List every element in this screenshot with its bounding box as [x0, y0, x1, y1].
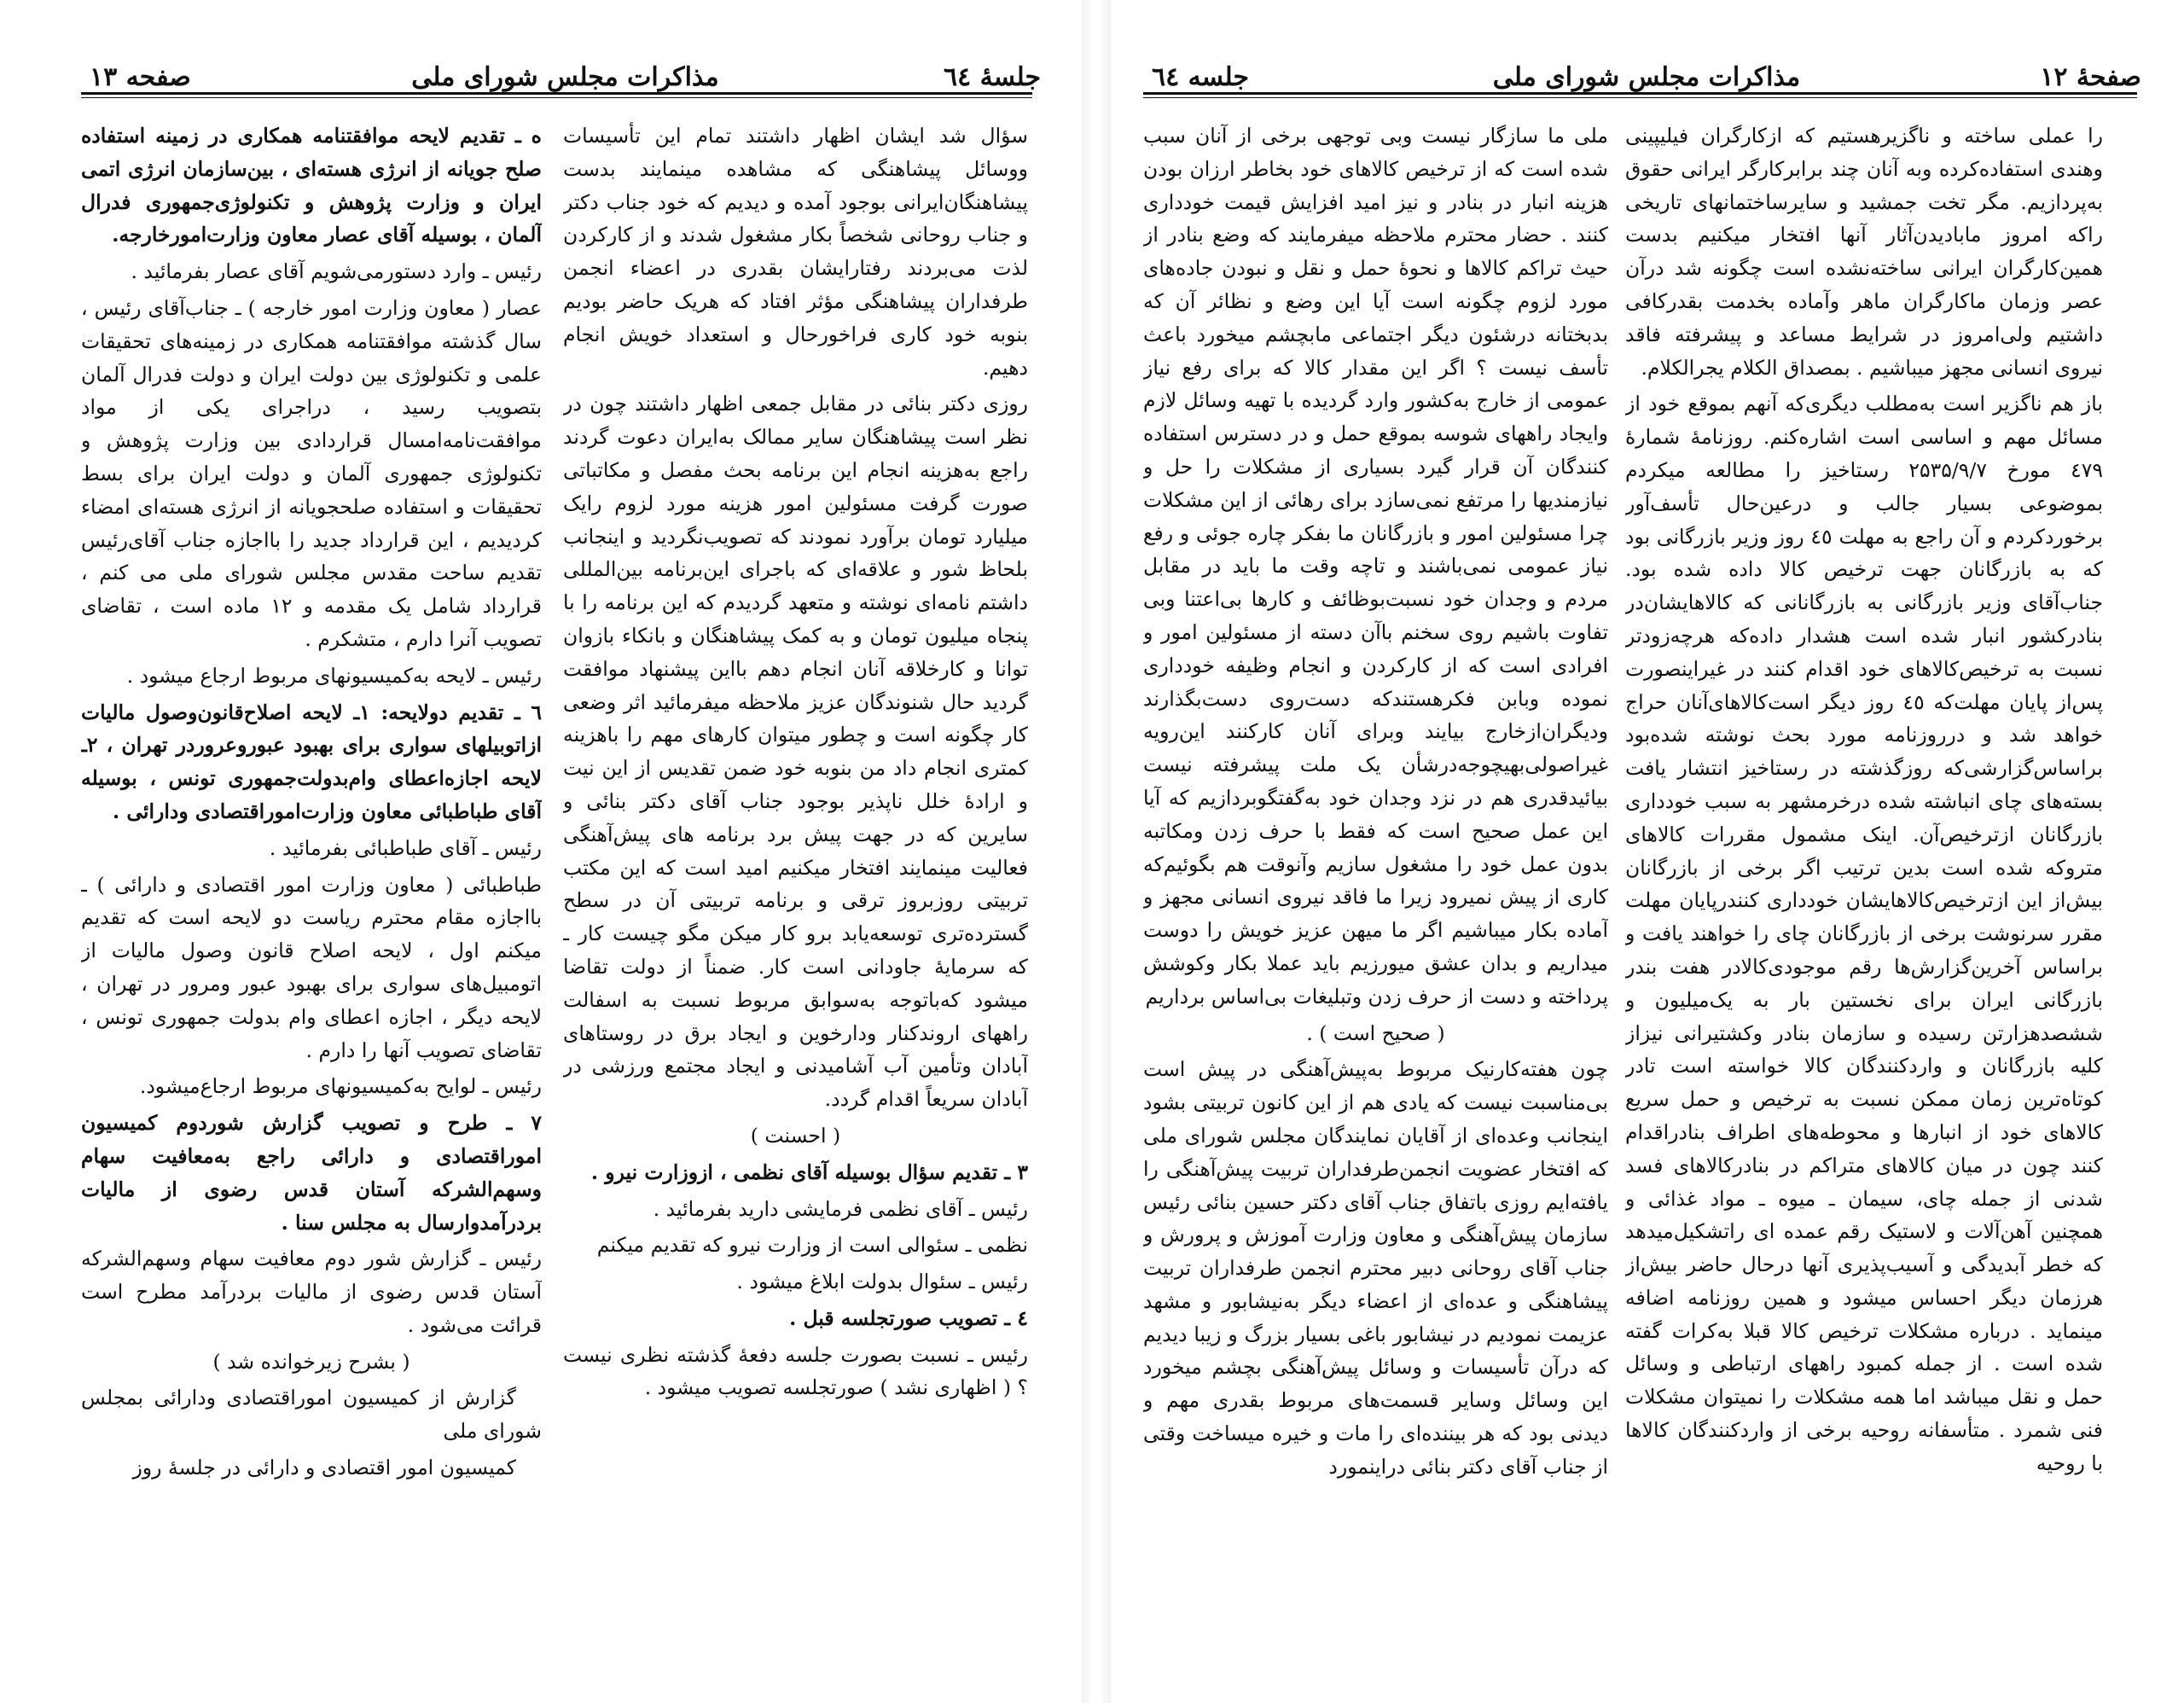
- page-number: صفحهٔ ۱۲: [2040, 62, 2141, 92]
- paragraph: نظمی ـ سئوالی است از وزارت نیرو که تقدیم میکنم: [596, 1233, 1028, 1258]
- paragraph: سؤال شد ایشان اظهار داشتند تمام این تأسیسات ووسائل پیشاهنگی که مشاهده مینمایند بدست پیشاهنگان‌ایرانی بوجود آمده و دیدیم که خود جناب دکتر و جناب روحانی شخصاً بکار مشغول شدند و از کارکردن لذت می‌بردند رفتارایشان بقدری در اعضاء انجمن طرفداران پیشاهنگی مؤثر افتاد که هریک حاضر بودیم بنوبه خود کاری فراخورحال و استعداد خویش انجام دهیم.: [563, 124, 1028, 380]
- paragraph: روزی دکتر بنائی در مقابل جمعی اظهار داشتند چون در نظر است پیشاهنگان سایر ممالک به‌ایران دعوت گردند راجع به‌هزینه انجام این برنامه بحث مفصل و مکاتباتی صورت گرفت مسئولین امور هزینه مورد لزوم رایک میلیارد تومان برآورد نمودند که تصویب‌نگردید و اینجانب بلحاظ شور و علاقه‌ای که باجرای این‌برنامه بین‌المللی داشتم نامه‌ای نوشته و متعهد گردیدم که این برنامه را با پنجاه میلیون تومان و به کمک پیشاهنگان و بانکاء بازوان توانا و کارخلاقه آنان انجام دهم بااین پیشنهاد موافقت گردید حال شنوندگان عزیز ملاحظه میفرمائید اثر وضعی کار چگونه است و چطور میتوان کارهای مهم را باهزینه کمتری انجام داد من بنوبه خود ضمن تقدیس از این نیت و ارادهٔ خلل ناپذیر بوجود جناب آقای دکتر بنائی و سایرین که در جهت پیش برد برنامه های پیش‌آهنگی فعالیت مینمایند افتخار میکنیم امید است که این مکتب تربیتی روزبروز ترقی و برنامه تربیتی آن در سطح گسترده‌تری توسعه‌یابد برو کار میکن مگو چیست کار ـ که سرمایهٔ جاودانی است کار. ضمناً از دولت تقاضا میشود که‌باتوجه به‌سوابق مربوط نسبت به اسفالت راههای اروندکنار ودارخوین و ایجاد برق در روستاهای آبادان وتأمین آب آشامیدنی و ایجاد مجتمع ورزشی در آبادان سریعاً اقدام گردد.: [563, 392, 1028, 1112]
- page-header: [81, 49, 1049, 92]
- paragraph: رئیس ـ سئوال بدولت ابلاغ میشود .: [736, 1270, 1028, 1294]
- paragraph: رئیس ـ لوایح به‌کمیسیونهای مربوط ارجاع‌میشود.: [139, 1074, 542, 1099]
- paragraph: رئیس ـ گزارش شور دوم معافیت سهام وسهم‌الشرکه آستان قدس رضوی از مالیات بردرآمد مطرح است قرائت می‌شود .: [81, 1247, 542, 1337]
- paragraph: رئیس ـ آقای طباطبائی بفرمائید .: [269, 835, 542, 860]
- paragraph: باز هم ناگزیر است به‌مطلب دیگری‌که آنهم بموقع خود از مسائل مهم و اساسی است اشاره‌کنم. روزنامهٔ شمارهٔ ٤٧۹ مورخ ۲۵۳۵/۹/۷ رستاخیز را مطالعه میکردم بموضوعی بسیار جالب و درعین‌حال تأسف‌آور برخورد‌کردم و آن راجع به مهلت ٤٥ روز وزیر بازرگانی بود که به بازرگانان جهت ترخیص کالا داده شده بود. جناب‌آقای وزیر بازرگانی به بازرگانانی که کالاهایشان‌در بنادرکشور انبار شده است هشدار داده‌که هرچه‌زودتر نسبت به ترخیص‌کالاهای خود اقدام کنند در غیراینصورت پس‌از پایان مهلت‌که ٤٥ روز دیگر است‌کالاهای‌آنان حراج خواهد شد و درروزنامه مورد بحث نوشته شده‌بود براساس‌گزارشی‌که روزگذشته در رستاخیز انتشار یافت بسته‌های چای انباشته شده درخرمشهر به سبب خودداری بازرگانان ازترخیص‌آن. اینک مشمول مقررات کالاهای متروکه شده است بدین ترتیب اگر برخی از بازرگانان بیش‌از این ازترخیص‌کالاهایشان خودداری کنندرپایان مهلت مقرر سرنوشت برخی از بازرگانان چای را خواهند یافت و براساس آخرین‌گزارش‌ها رقم موجودی‌کالادر هفت بندر بازرگانی ایران برای نخستین بار به یک‌میلیون و ششصدهزارتن رسیده و سازمان بنادر وکشتیرانی نیزاز کلیه بازرگانان و واردکنندگان کالا خواسته است تادر کوتاه‌ترین زمان ممکن نسبت به ترخیص و حمل سریع کالاهای خود از انبارها و محوطه‌های اطراف بنادراقدام کنند چون در میان کالاهای متراکم در بنادرکالاهای فسد شدنی از جمله چای، سیمان ـ میوه ـ مواد غذائی و همچنین آهن‌آلات و لاستیک رقم عمده ای راتشکیل‌میدهد که خطر آبدیدگی و آسیب‌پذیری آنها درحال حاضر بیش‌از هرزمان دیگر احساس میشود و همین روزنامه اضافه مینماید . درباره مشکلات ترخیص کالا قبلا به‌کرات گفته شده است . از جمله کمبود راههای ارتباطی و وسائل حمل و نقل میباشد اما همه مشکلات را نمیتوان مشکلات فنی شمرد . متأسفانه روحیه برخی از واردکنندگان کالاها با روحیه: [1625, 392, 2103, 1475]
- page-number: صفحه ۱۳: [90, 62, 191, 92]
- page-title: مذاکرات مجلس شورای ملی: [411, 62, 719, 92]
- section-heading: ۷ ـ طرح و تصویب گزارش شوردوم کمیسیون اموراقتصادی و دارائی راجع به‌معافیت سهام وسهم‌الشرکه آستان قدس رضوی از مالیات بردرآمدوارسال به مجلس سنا .: [81, 1111, 542, 1235]
- session-label: جلسهٔ ٦٤: [943, 62, 1041, 92]
- header-rule: [81, 92, 1032, 98]
- paragraph: طباطبائی ( معاون وزارت امور اقتصادی و دارائی ) ـ بااجازه مقام محترم ریاست دو لایحه است که تقدیم میکنم اول ، لایحه اصلاح قانون وصول مالیات از اتومبیل‌های سواری برای بهبود عبور ومرور در تهران ، لایحه دیگر ، اجازه اعطای وام بدولت جمهوری تونس ، تقاضای تصویب آنها را دارم .: [81, 872, 542, 1062]
- section-heading: ۳ ـ تقدیم سؤال بوسیله آقای نظمی ، ازوزارت نیرو .: [590, 1160, 1028, 1184]
- paragraph: رئیس ـ وارد دستورمی‌شویم آقای عصار بفرمائید .: [131, 259, 542, 284]
- text-column-right: [563, 119, 1028, 1672]
- section-heading: ٤ ـ تصویب صورتجلسه قبل .: [789, 1305, 1028, 1330]
- paragraph: رئیس ـ لایحه به‌کمیسیونهای مربوط ارجاع میشود .: [126, 663, 542, 688]
- remark-line: ( صحیح است ) .: [1306, 1020, 1445, 1045]
- session-label: جلسه ٦٤: [1152, 62, 1250, 92]
- book-gutter: [1082, 0, 1111, 1703]
- page-title: مذاکرات مجلس شورای ملی: [1492, 62, 1801, 92]
- page-12: [1109, 0, 2184, 1703]
- section-heading: ٦ ـ تقدیم دولایحه: ۱ـ لایحه اصلاح‌قانون‌وصول مالیات ازاتوبیلهای سواری برای بهبود عبوروعروردر تهران ، ۲ـ لایحه اجازه‌اعطای وام‌بدولت‌جمهوری تونس ، بوسیله آقای طباطبائی معاون وزارت‌اموراقتصادی ودارائی .: [81, 700, 542, 823]
- text-column-right: [1625, 119, 2103, 1672]
- page-13: [0, 0, 1083, 1703]
- text-column-left: [81, 119, 542, 1672]
- paragraph: گزارش از کمیسیون اموراقتصادی ودارائی بمجلس شورای ملی: [81, 1386, 542, 1444]
- paragraph: رئیس ـ آقای نظمی فرمایشی دارید بفرمائید .: [653, 1196, 1028, 1221]
- paragraph: رئیس ـ نسبت بصورت جلسه دفعهٔ گذشته نظری نیست ؟ ( اظهاری نشد ) صورتجلسه تصویب میشود .: [563, 1342, 1028, 1400]
- remark-line: ( بشرح زیرخوانده شد ): [212, 1349, 410, 1374]
- header-rule: [1143, 92, 2137, 98]
- text-column-left: [1143, 119, 1608, 1672]
- remark-line: ( احسنت ): [750, 1123, 841, 1148]
- section-heading: ه ـ تقدیم لایحه موافقتنامه همکاری در زمینه استفاده صلح جویانه از انرژی هسته‌ای ، بین‌سازمان انرژی اتمی ایران و وزارت پژوهش و تکنولوژی‌جمهوری فدرال آلمان ، بوسیله آقای عصار معاون وزارت‌امورخارجه.: [81, 124, 542, 247]
- paragraph: عصار ( معاون وزارت امور خارجه ) ـ جناب‌آقای رئیس ، سال گذشته موافقتنامه همکاری در زمینه‌های تحقیقات علمی و تکنولوژی بین دولت ایران و دولت فدرال آلمان بتصویب رسید ، دراجرای یکی از مواد موافقت‌نامه‌امسال قراردادی بین وزارت پژوهش و تکنولوژی جمهوری آلمان و دولت ایران برای بسط تحقیقات و استفاده صلحجویانه از انرژی هسته‌ای امضاء کردیدیم ، این قرارداد جدید را بااجازه جناب آقای‌رئیس تقدیم ساحت مقدس مجلس شورای ملی می کنم ، قرارداد شامل یک مقدمه و ۱۲ ماده است ، تقاضای تصویب آنرا دارم ، متشکرم .: [81, 295, 542, 651]
- paragraph: ملی ما سازگار نیست وبی توجهی برخی از آنان سبب شده است که از ترخیص کالاهای خود بخاطر ارزان بودن هزینه انبار در بنادر و نیز امید افزایش قیمت خودداری کنند . حضار محترم ملاحظه میفرمایند که وضع بنادر از حیث تراکم کالاها و نحوهٔ حمل و نقل و نبودن جاده‌های مورد لزوم چگونه است آیا این وضع و نظائر آن که بدبختانه درشئون دیگر اجتماعی مابچشم میخورد باعث تأسف نیست ؟ اگر این مقدار کالا که برای رفع نیاز عمومی از خارج به‌کشور وارد گردیده با تهیه وسائل لازم وایجاد راههای شوسه بموقع حمل و در دسترس استفاده کنندگان آن قرار گیرد بسیاری از مشکلات را حل و نیازمندیها را مرتفع نمی‌سازد برای رهائی از این مشکلات چرا مسئولین امور و بازرگانان ما بفکر چاره جوئی و رفع نیاز عمومی نمی‌باشند و تاچه وقت ما باید در مقابل مردم و وجدان خود نسبت‌بوظائف و کارها بی‌اعتنا وبی تفاوت باشیم روی سخنم باآن دسته از مسئولین امور و افرادی است که از کارکردن و انجام وظیفه خودداری نموده وبابن فکرهستندکه دست‌روی دست‌بگذارند ودیگران‌ازخارج بیایند وبرای آنان کارکنند این‌رویه غیراصولی‌بهیچوجه‌درشأن یک ملت پیشرفته نیست بیائیدقدری هم در نزد وجدان خود به‌گفتگوبردازیم که آیا این عمل صحیح است که فقط با حرف زدن ومکاتبه بدون عمل خود را مشغول سازیم وآنوقت هم بگوئیم‌که کاری از پیش نمیرود زیرا ما فاقد نیروی انسانی مجهز و آماده بکار میباشیم اگر ما میهن عزیز خویش را دوست میداریم و بدان عشق میورزیم باید عملا بکار وکوشش پرداخته و دست از حرف زدن وتبلیغات بی‌اساس برداریم: [1143, 124, 1608, 1008]
- paragraph: را عملی ساخته و ناگزیرهستیم که ازکارگران فیلیپینی وهندی استفاده‌کرده وبه آنان چند برابرکارگر ایرانی حقوق به‌پردازیم. مگر تخت جمشید و سایرساختمانهای تاریخی راکه امروز مابادیدن‌آثار آنها افتخار میکنیم بدست همین‌کارگران ایرانی ساخته‌نشده است چگونه شد درآن عصر وزمان ماکارگران ماهر وآماده بخدمت بقدرکافی داشتیم ولی‌امروز در شرایط مساعد و پیشرفته فاقد نیروی انسانی مجهز میباشیم . بمصداق الکلام یجرالکلام.: [1625, 124, 2103, 380]
- page-header: [1143, 49, 2150, 92]
- paragraph: کمیسیون امور اقتصادی و دارائی در جلسهٔ روز: [132, 1456, 516, 1480]
- paragraph: چون هفته‌کارنیک مربوط به‌پیش‌آهنگی در پیش است بی‌مناسبت نیست که یادی هم از این کانون تربیتی بشود اینجانب وعده‌ای از آقایان نمایندگان مجلس شورای ملی که افتخار عضویت انجمن‌طرفداران تربیت پیش‌آهنگی را یافته‌ایم روزی باتفاق جناب آقای دکتر حسین بنائی رئیس سازمان پیش‌آهنگی و معاون وزارت آموزش و پرورش و جناب آقای روحانی دبیر محترم انجمن طرفداران تربیت پیشاهنگی و عده‌ای از اعضاء دیگر به‌نیشابور و مشهد عزیمت نمودیم در نیشابور باغی بسیار بزرگ و زیبا دیدیم که درآن تأسیسات و وسائل پیش‌آهنگی بچشم میخورد این وسائل وسایر قسمت‌های مربوط بقدری مهم و دیدنی بود که هر بیننده‌ای را مات و خیره میساخت وقتی از جناب آقای دکتر بنائی دراینمورد: [1143, 1057, 1608, 1479]
